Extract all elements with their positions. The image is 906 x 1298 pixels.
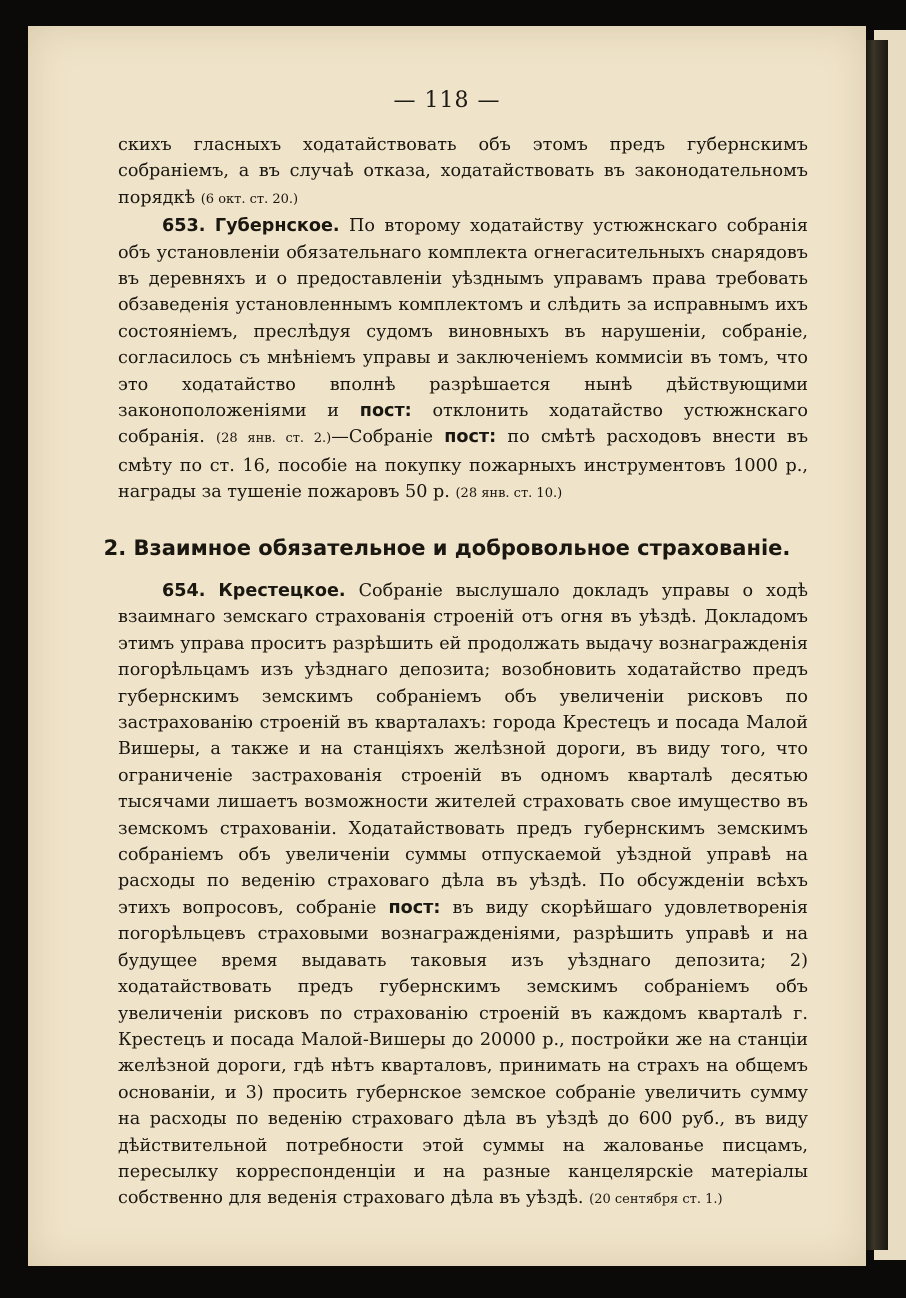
- text-block-2: [118, 578, 808, 1214]
- paragraph-654: [118, 578, 808, 1214]
- reference: (28 янв. ст. 10.): [455, 486, 563, 502]
- paragraph-text: отклонить ходатайство устюжнскаго собранія.: [118, 401, 809, 448]
- section-heading: 2. Взаимное обязательное и добровольное страхованіе.: [103, 536, 791, 560]
- paragraph-text: по смѣтѣ расходовъ внести въ смѣту по ст. 16, пособіе на покупку пожарныхъ инструментовъ 1000 р., награды за тушеніе пожаровъ 50 р.: [118, 427, 809, 503]
- resolution-label: пост:: [388, 897, 441, 918]
- item-number: 653.: [162, 216, 206, 237]
- paragraph-text: Собраніе выслушало докладъ управы о ходѣ взаимнаго земскаго страхованія строеній отъ огня въ уѣздѣ. Докладомъ этимъ управа проситъ разрѣшить ей продолжать выдачу вознагражденія погорѣльцамъ изъ уѣзднаго депозита; возобновить ходатайство предъ губернскимъ земскимъ собраніемъ объ увеличеніи рисковъ по застрахованію строеній въ кварталахъ: города Крестецъ и посада Малой Вишеры, а также и на станціяхъ желѣзной дороги, въ виду того, что ограниченіе застрахованія строеній въ одномъ кварталѣ десятью тысячами лишаетъ возможности жителей страховать свое имущество въ земскомъ страхованіи. Ходатайствовать предъ губернскимъ земскимъ собраніемъ объ увеличеніи суммы отпускаемой уѣздной управѣ на расходы по веденію страховаго дѣла въ уѣздѣ. По обсужденіи всѣхъ этихъ вопросовъ, собраніе: [118, 581, 809, 918]
- resolution-label: пост:: [359, 401, 412, 422]
- resolution-label: пост:: [444, 427, 497, 448]
- paragraph-653: [118, 213, 808, 507]
- item-title: Крестецкое.: [218, 581, 346, 601]
- item-title: Губернское.: [214, 216, 340, 237]
- book-binding-shadow: [866, 40, 888, 1250]
- reference: (6 окт. ст. 20.): [200, 191, 299, 207]
- reference: (20 сентября ст. 1.): [589, 1192, 723, 1208]
- page-number: — 118 —: [393, 88, 501, 113]
- paragraph-text: въ виду скорѣйшаго удовлетворенія погорѣльцевъ страховыми вознагражденіями, разрѣшить управѣ и на будущее время выдавать таковыя изъ уѣзднаго депозита; 2) ходатайствовать предъ губернскимъ земскимъ собраніемъ объ увеличеніи рисковъ по страхованію строеній въ каждомъ кварталѣ г. Крестецъ и посада Малой-Вишеры до 20000 р., постройки же на станціи желѣзной дороги, гдѣ нѣтъ кварталовъ, принимать на страхъ на общемъ основаніи, и 3) просить губернское земское собраніе увеличить сумму на расходы по веденію страховаго дѣла въ уѣздѣ до 600 руб., въ виду дѣйствительной потребности этой суммы на жалованье писцамъ, пересылку корреспонденціи и на разные канцелярскіе матеріалы собственно для веденія страховаго дѣла въ уѣздѣ.: [118, 897, 808, 1209]
- text-block-1: [118, 132, 808, 508]
- item-number: 654.: [162, 581, 206, 601]
- paragraph-text: —Собраніе: [331, 427, 434, 448]
- paragraph-text: По второму ходатайству устюжнскаго собранія объ установленіи обязательнаго комплекта огнегасительныхъ снарядовъ въ деревняхъ и о предоставленіи уѣзднымъ управамъ права требовать обзаведенія установленнымъ комплектомъ и слѣдить за исправнымъ ихъ состояніемъ, преслѣдуя судомъ виновныхъ въ нарушеніи, собраніе, согласилось съ мнѣніемъ управы и заключеніемъ коммисіи въ томъ, что это ходатайство вполнѣ разрѣшается нынѣ дѣйствующими законоположеніями и: [118, 216, 809, 422]
- paragraph-text: скихъ гласныхъ ходатайствовать объ этомъ предъ губернскимъ собраніемъ, а въ случаѣ отказа, ходатайствовать въ законодательномъ порядкѣ: [118, 135, 808, 208]
- book-page: [28, 26, 866, 1266]
- paragraph-continuation: [118, 132, 808, 213]
- reference: (28 янв. ст. 2.): [216, 431, 332, 447]
